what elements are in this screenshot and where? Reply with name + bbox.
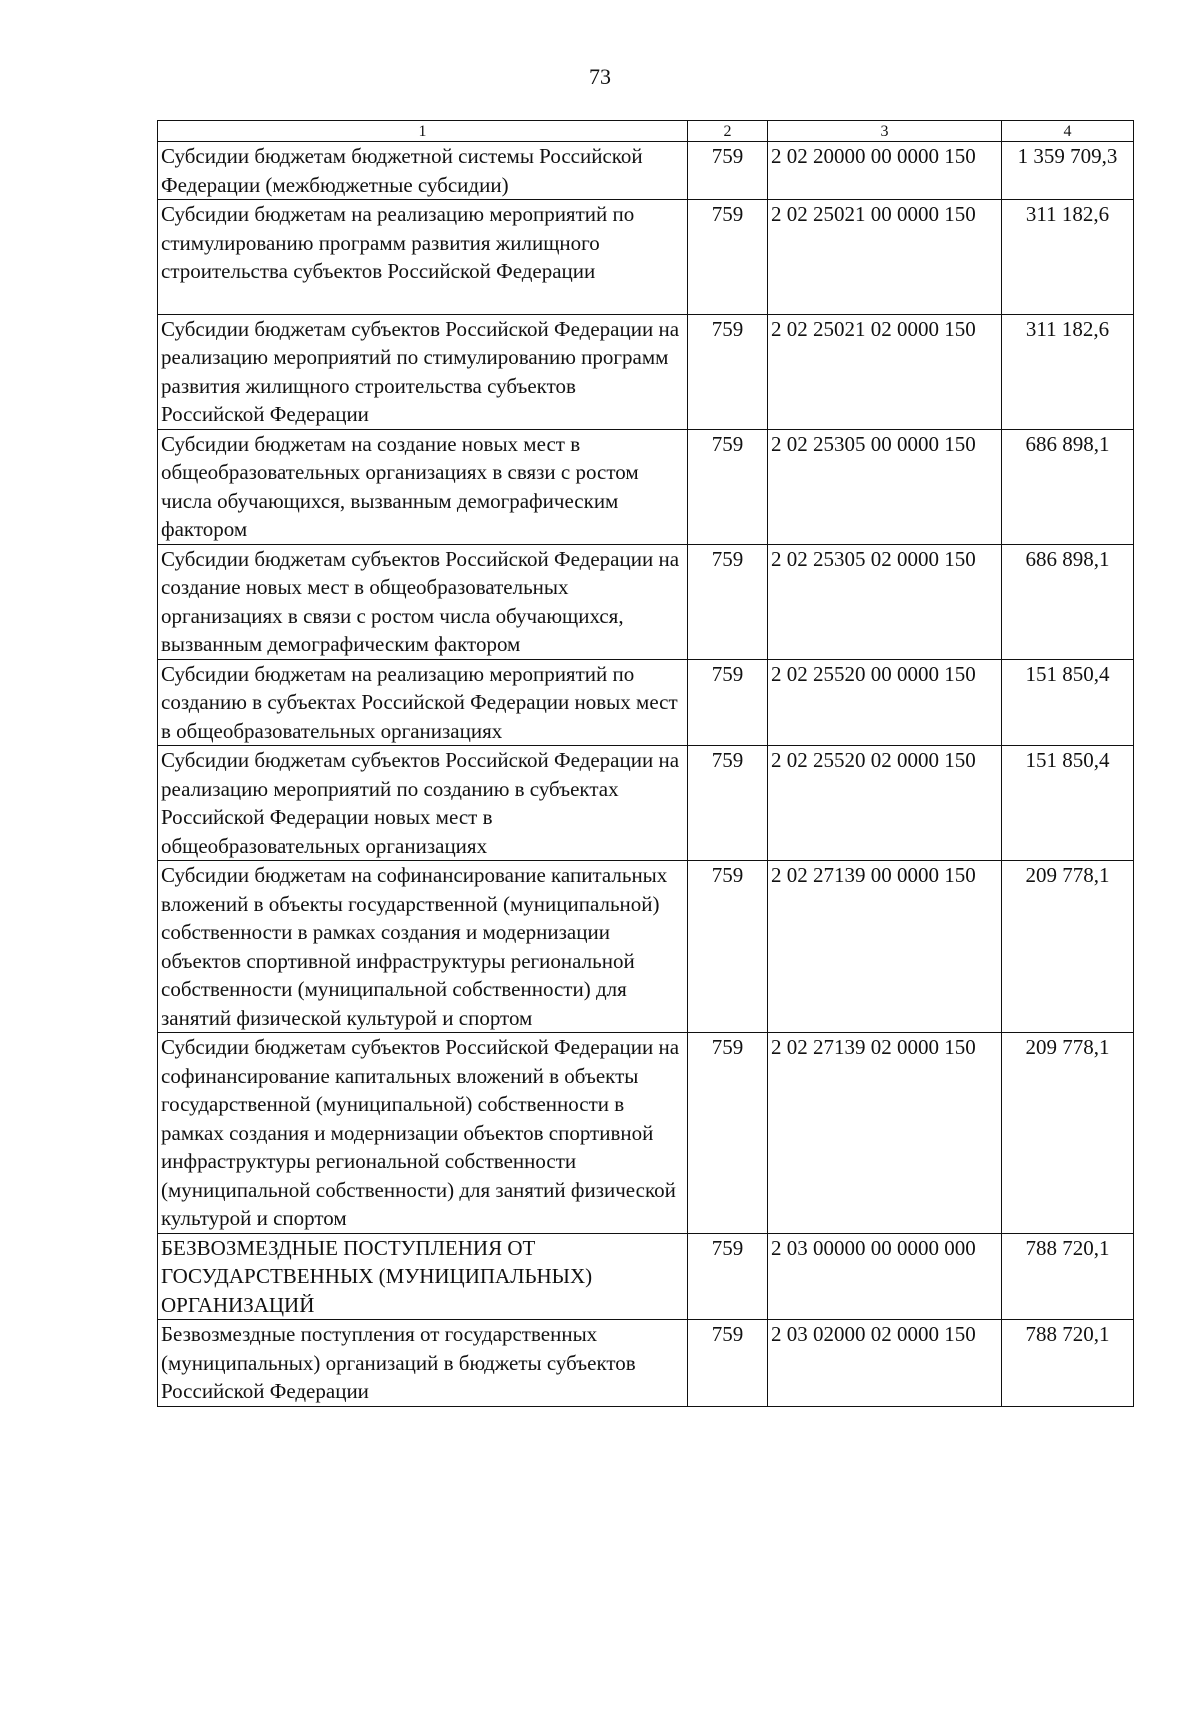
row-admin-code: 759 [688,861,768,1033]
row-admin-code: 759 [688,1320,768,1407]
row-admin-code: 759 [688,142,768,200]
row-budget-code: 2 02 25021 00 0000 150 [768,200,1002,315]
table-header-row [158,121,1134,142]
table-row [158,544,1134,659]
table-row [158,429,1134,544]
row-budget-code: 2 02 25305 02 0000 150 [768,544,1002,659]
row-admin-code: 759 [688,1033,768,1234]
row-budget-code: 2 02 25305 00 0000 150 [768,429,1002,544]
table-row [158,1233,1134,1320]
row-name: Субсидии бюджетам субъектов Российской Федерации на софинансирование капитальных вложений в объекты государственной (муниципальной) собственности в рамках создания и модернизации объектов спортивной инфраструктуры региональной собственности (муниципальной собственности) для занятий физической культурой и спортом [158,1033,688,1234]
revenue-table [157,120,1134,1407]
row-budget-code: 2 03 00000 00 0000 000 [768,1233,1002,1320]
column-header-2: 2 [688,121,768,142]
row-name: БЕЗВОЗМЕЗДНЫЕ ПОСТУПЛЕНИЯ ОТ ГОСУДАРСТВЕННЫХ (МУНИЦИПАЛЬНЫХ) ОРГАНИЗАЦИЙ [158,1233,688,1320]
row-amount: 209 778,1 [1002,1033,1134,1234]
row-name: Субсидии бюджетам субъектов Российской Федерации на реализацию мероприятий по стимулированию программ развития жилищного строительства субъектов Российской Федерации [158,314,688,429]
row-amount: 788 720,1 [1002,1233,1134,1320]
row-name: Субсидии бюджетам на реализацию мероприятий по стимулированию программ развития жилищного строительства субъектов Российской Федерации [158,200,688,315]
row-amount: 151 850,4 [1002,659,1134,746]
row-admin-code: 759 [688,200,768,315]
row-admin-code: 759 [688,659,768,746]
table-row [158,1033,1134,1234]
column-header-1: 1 [158,121,688,142]
column-header-3: 3 [768,121,1002,142]
row-name: Субсидии бюджетам субъектов Российской Федерации на создание новых мест в общеобразовательных организациях в связи с ростом числа обучающихся, вызванным демографическим фактором [158,544,688,659]
row-name: Субсидии бюджетам бюджетной системы Российской Федерации (межбюджетные субсидии) [158,142,688,200]
row-amount: 151 850,4 [1002,746,1134,861]
page-number: 73 [589,64,611,89]
table-row [158,659,1134,746]
row-amount: 311 182,6 [1002,314,1134,429]
table-row [158,861,1134,1033]
row-admin-code: 759 [688,429,768,544]
row-budget-code: 2 03 02000 02 0000 150 [768,1320,1002,1407]
row-name: Субсидии бюджетам на софинансирование капитальных вложений в объекты государственной (муниципальной) собственности в рамках создания и модернизации объектов спортивной инфраструктуры региональной собственности (муниципальной собственности) для занятий физической культурой и спортом [158,861,688,1033]
row-budget-code: 2 02 25520 02 0000 150 [768,746,1002,861]
row-name: Субсидии бюджетам на создание новых мест в общеобразовательных организациях в связи с ростом числа обучающихся, вызванным демографическим фактором [158,429,688,544]
row-name: Безвозмездные поступления от государственных (муниципальных) организаций в бюджеты субъектов Российской Федерации [158,1320,688,1407]
row-admin-code: 759 [688,544,768,659]
column-header-4: 4 [1002,121,1134,142]
row-amount: 686 898,1 [1002,544,1134,659]
row-name: Субсидии бюджетам субъектов Российской Федерации на реализацию мероприятий по созданию в субъектах Российской Федерации новых мест в общеобразовательных организациях [158,746,688,861]
row-amount: 311 182,6 [1002,200,1134,315]
row-budget-code: 2 02 25021 02 0000 150 [768,314,1002,429]
row-amount: 788 720,1 [1002,1320,1134,1407]
row-admin-code: 759 [688,314,768,429]
row-amount: 209 778,1 [1002,861,1134,1033]
table-row [158,142,1134,200]
row-amount: 1 359 709,3 [1002,142,1134,200]
table-row [158,314,1134,429]
row-budget-code: 2 02 25520 00 0000 150 [768,659,1002,746]
table-row [158,746,1134,861]
row-amount: 686 898,1 [1002,429,1134,544]
row-budget-code: 2 02 20000 00 0000 150 [768,142,1002,200]
row-budget-code: 2 02 27139 00 0000 150 [768,861,1002,1033]
row-admin-code: 759 [688,746,768,861]
table-row [158,200,1134,315]
row-budget-code: 2 02 27139 02 0000 150 [768,1033,1002,1234]
table-row [158,1320,1134,1407]
row-name: Субсидии бюджетам на реализацию мероприятий по созданию в субъектах Российской Федерации новых мест в общеобразовательных организациях [158,659,688,746]
row-admin-code: 759 [688,1233,768,1320]
